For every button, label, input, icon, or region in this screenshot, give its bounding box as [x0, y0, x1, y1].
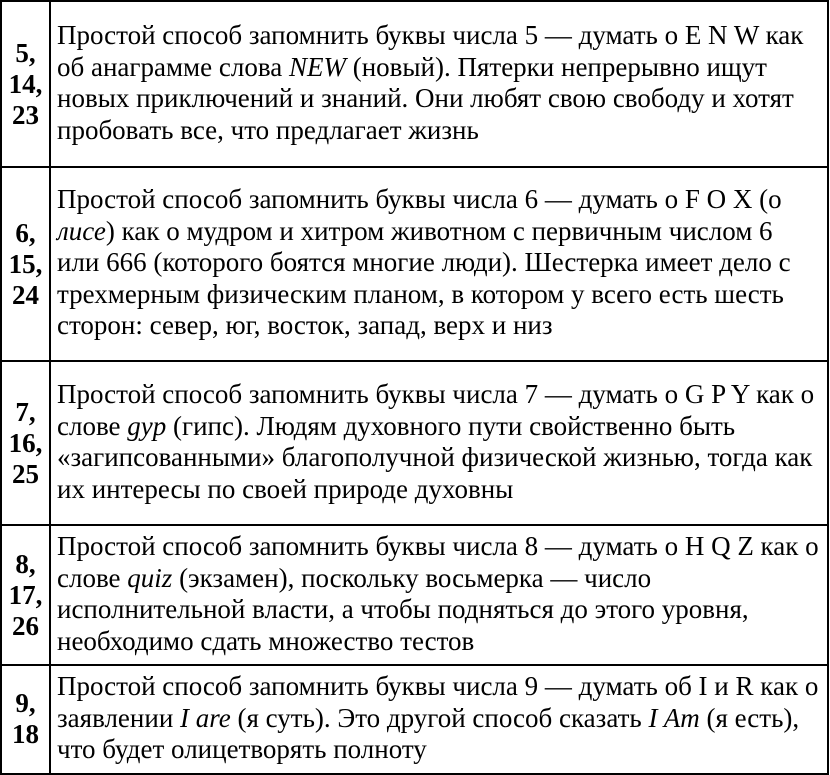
description-emphasis: I are [180, 702, 231, 733]
row-number: 5, [15, 37, 36, 68]
row-number: 26 [12, 610, 39, 641]
description-text: Простой способ запомнить буквы числа 5 — думать о E N W как об анаграмме слова [57, 20, 804, 82]
row-number: 18 [12, 719, 39, 750]
table-row [1, 361, 828, 525]
description-emphasis: quiz [127, 562, 173, 593]
description-text: ) как о мудром и хитром животном с первичным числом 6 или 666 (которого боятся многие люди). Шестерка имеет дело с трехмерным физическим планом, в котором у всего есть шесть сторон: север, юг, восток, запад, верх и низ [57, 215, 791, 341]
table-row [1, 167, 828, 361]
row-number: 8, [15, 548, 36, 579]
row-description-cell [50, 167, 828, 361]
description-text: Простой способ запомнить буквы числа 6 — думать о F O X (о [57, 184, 782, 215]
row-description-cell [50, 665, 828, 774]
table-row [1, 665, 828, 774]
row-number: 15, [8, 248, 43, 279]
row-numbers-cell [1, 361, 50, 525]
description-emphasis: лисе [57, 215, 106, 246]
table-row [1, 525, 828, 665]
description-emphasis: I Am [648, 702, 700, 733]
row-number: 23 [12, 99, 39, 130]
description-emphasis: NEW [288, 51, 346, 82]
row-number: 25 [12, 458, 39, 489]
description-text: Простой способ запомнить буквы числа 7 — думать о G P Y как о слове [57, 379, 815, 441]
description-emphasis: gyp [127, 410, 167, 441]
description-text: Простой способ запомнить буквы числа 9 — думать об I и R как о заявлении [57, 671, 819, 733]
row-number: 14, [8, 68, 43, 99]
row-number: 7, [15, 396, 36, 427]
row-numbers-cell [1, 665, 50, 774]
row-description-cell [50, 1, 828, 167]
row-numbers-cell [1, 525, 50, 665]
description-text: Простой способ запомнить буквы числа 8 — думать о H Q Z как о слове [57, 531, 819, 593]
description-text: (гипс). Людям духовного пути свойственно быть «загипсованными» благополучной физической жизнью, тогда как их интересы по своей природе духовны [57, 410, 813, 504]
row-number: 16, [8, 427, 43, 458]
table-row [1, 1, 828, 167]
row-numbers-cell [1, 167, 50, 361]
row-numbers-cell [1, 1, 50, 167]
row-description-cell [50, 525, 828, 665]
row-number: 24 [12, 279, 39, 310]
description-text: (экзамен), поскольку восьмерка — число исполнительной власти, а чтобы подняться до этого уровня, необходимо сдать множество тестов [57, 562, 749, 656]
description-text: (я есть), что будет олицетворять полноту [57, 702, 800, 764]
description-text: (новый). Пятерки непрерывно ищут новых приключений и знаний. Они любят свою свободу и хотят пробовать все, что предлагает жизнь [57, 51, 794, 145]
row-number: 17, [8, 579, 43, 610]
row-number: 6, [15, 217, 36, 248]
description-text: (я суть). Это другой способ сказать [230, 702, 649, 733]
row-description-cell [50, 361, 828, 525]
row-number: 9, [15, 688, 36, 719]
